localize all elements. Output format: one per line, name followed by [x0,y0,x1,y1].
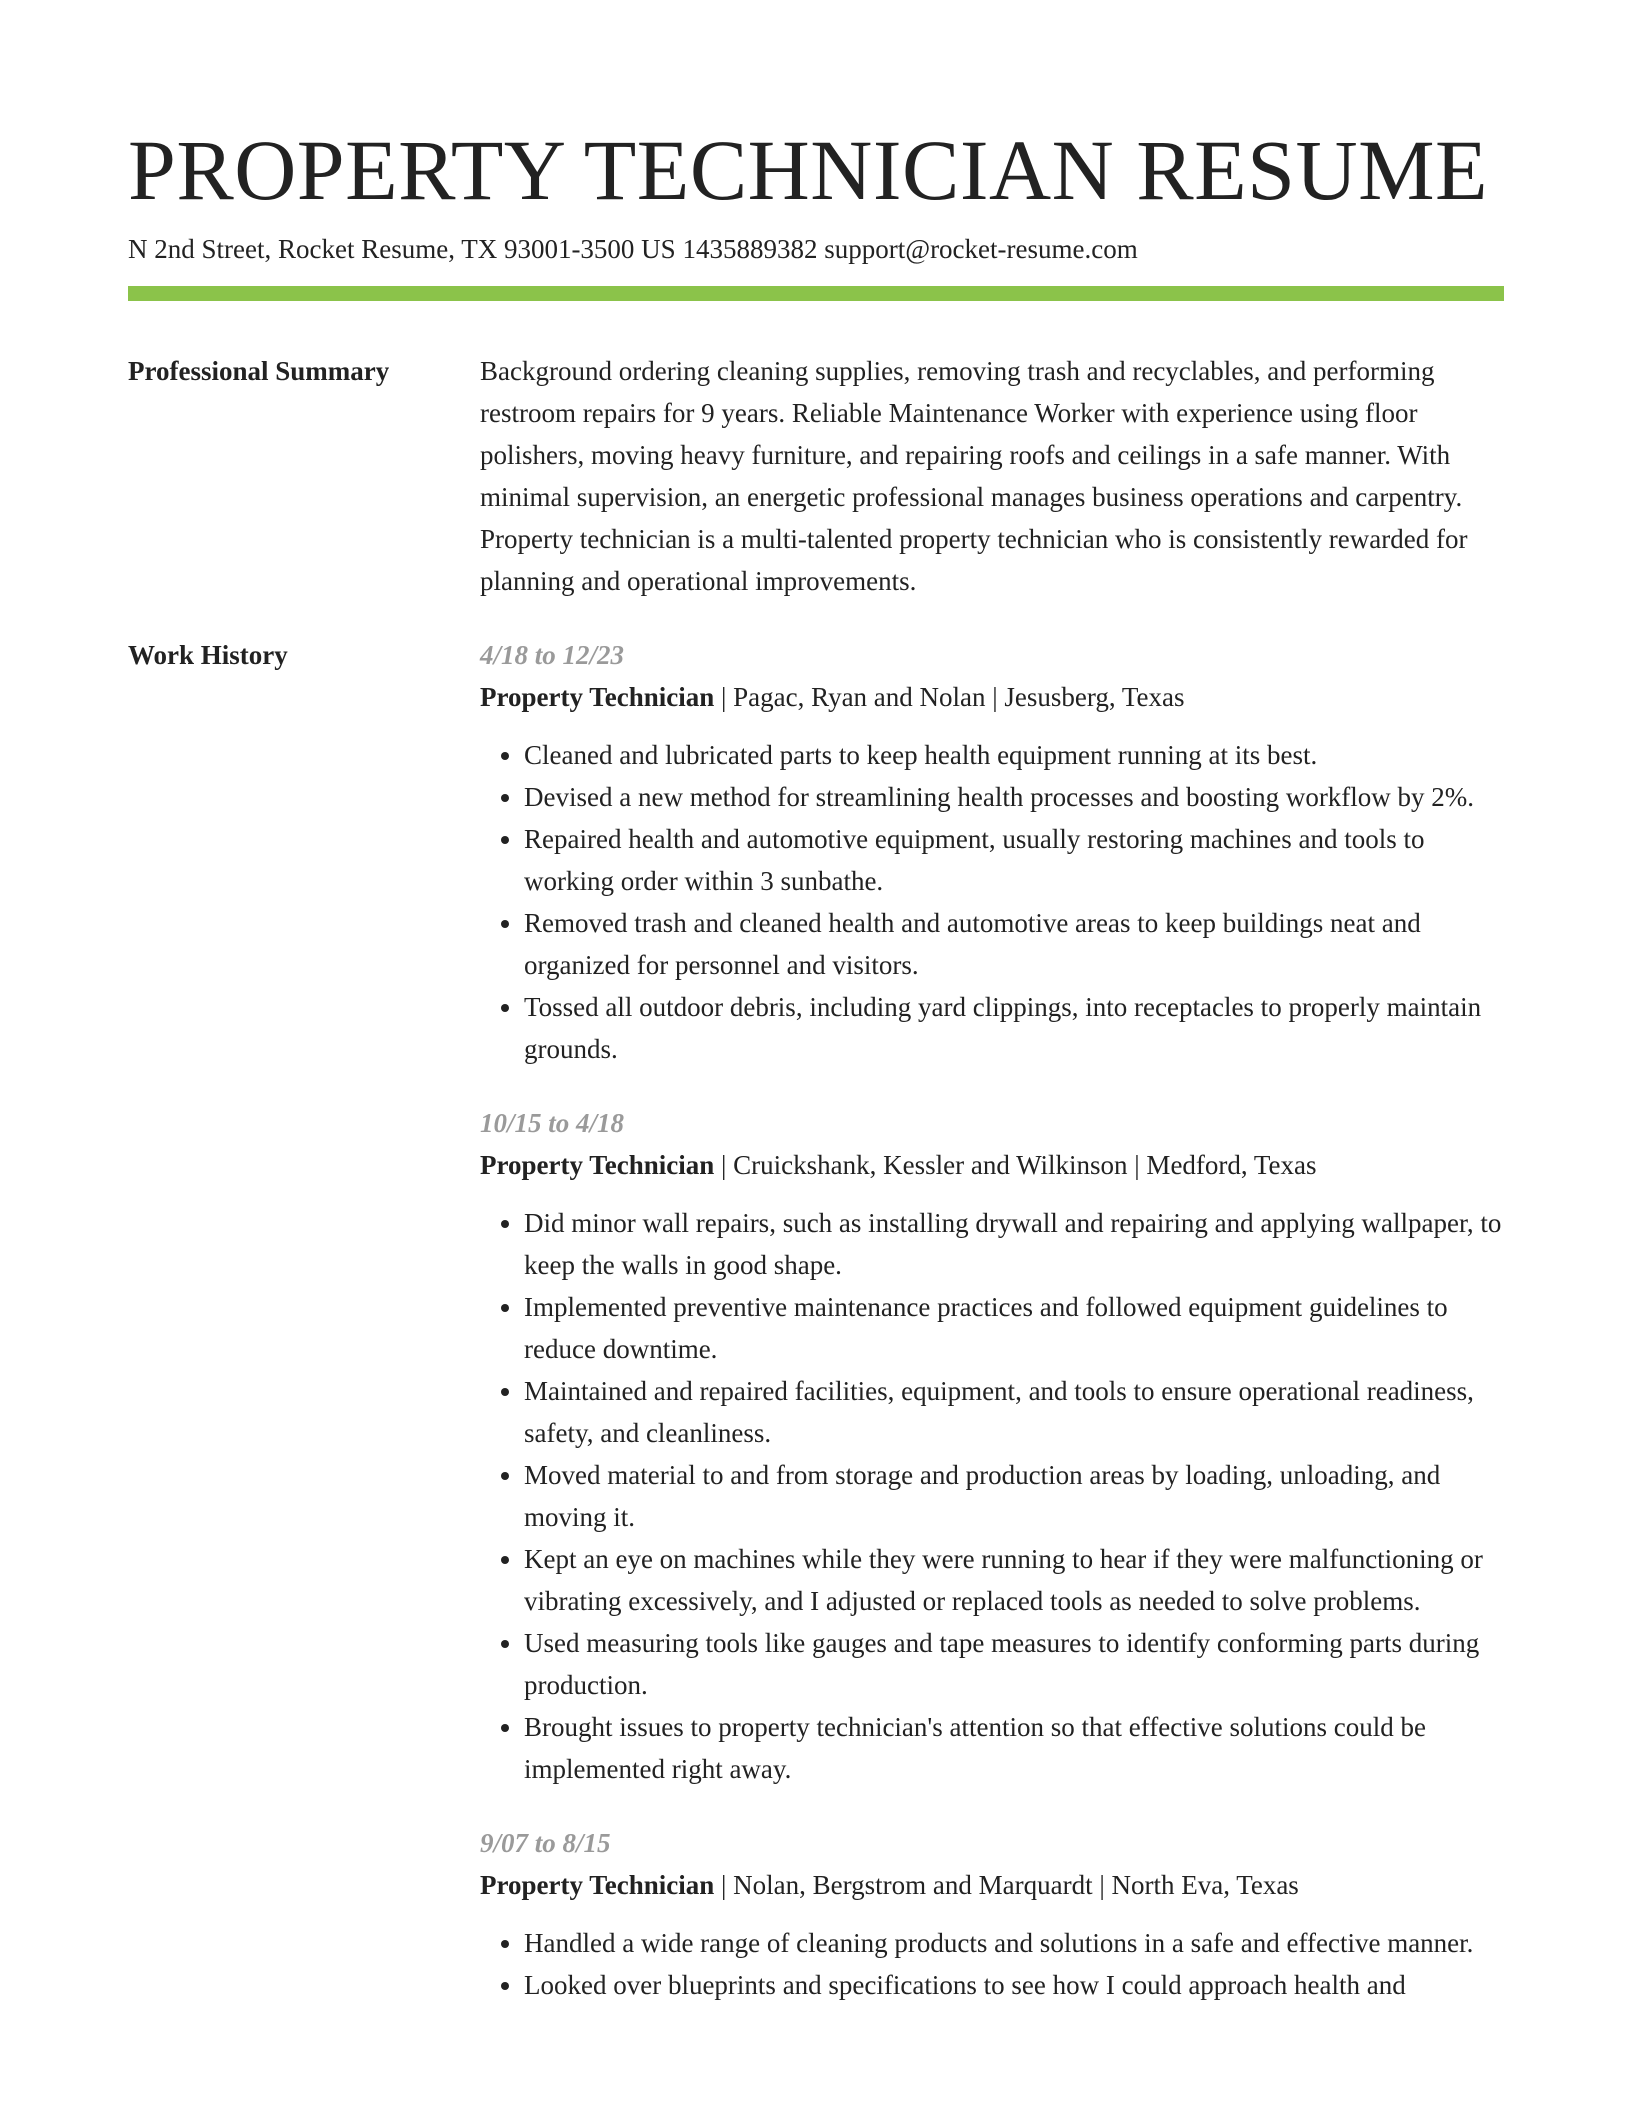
job-entry [480,1822,1504,2006]
job-bullet: • Tossed all outdoor debris, including yard clippings, into receptacles to properly maintain grounds. [524,986,1504,1070]
job-bullet: • Cleaned and lubricated parts to keep health equipment running at its best. [524,734,1504,776]
section-label-summary: Professional Summary [128,356,390,386]
job-bullet: • Brought issues to property technician's attention so that effective solutions could be implemented right away. [524,1706,1504,1790]
resume-title: PROPERTY TECHNICIAN RESUME [128,122,1489,218]
job-dates: 9/07 to 8/15 [480,1828,611,1858]
job-entry [480,634,1504,1070]
job-bullets [480,734,1504,1070]
job-bullet: • Handled a wide range of cleaning products and solutions in a safe and effective manner. [524,1922,1504,1964]
job-heading [480,676,1504,718]
job-bullet: • Moved material to and from storage and production areas by loading, unloading, and moving it. [524,1454,1504,1538]
job-bullet: • Implemented preventive maintenance practices and followed equipment guidelines to reduce downtime. [524,1286,1504,1370]
job-entry [480,1102,1504,1790]
summary-body [480,350,1504,602]
work-history-body [480,634,1504,2038]
job-heading [480,1144,1504,1186]
job-title: Property Technician [480,1150,715,1180]
section-label-work-history: Work History [128,640,288,670]
job-dates: 10/15 to 4/18 [480,1108,625,1138]
job-details: | Cruickshank, Kessler and Wilkinson | Medford, Texas [714,1150,1317,1180]
job-details: | Nolan, Bergstrom and Marquardt | North Eva, Texas [714,1870,1299,1900]
job-bullet: • Removed trash and cleaned health and automotive areas to keep buildings neat and organized for personnel and visitors. [524,902,1504,986]
job-dates: 4/18 to 12/23 [480,640,625,670]
job-details: | Pagac, Ryan and Nolan | Jesusberg, Texas [714,682,1185,712]
job-title: Property Technician [480,1870,715,1900]
job-bullets [480,1922,1504,2006]
job-bullets [480,1202,1504,1790]
job-bullet: • Devised a new method for streamlining health processes and boosting workflow by 2%. [524,776,1504,818]
summary-text: Background ordering cleaning supplies, removing trash and recyclables, and performing restroom repairs for 9 years. Reliable Maintenance Worker with experience using floor polishers, moving heavy furniture, and repairing roofs and ceilings in a safe manner. With minimal supervision, an energetic professional manages business operations and carpentry. Property technician is a multi-talented property technician who is consistently rewarded for planning and operational improvements. [480,356,1468,596]
job-bullet: • Used measuring tools like gauges and tape measures to identify conforming parts during production. [524,1622,1504,1706]
job-bullet: • Repaired health and automotive equipment, usually restoring machines and tools to working order within 3 sunbathe. [524,818,1504,902]
job-title: Property Technician [480,682,715,712]
contact-line: N 2nd Street, Rocket Resume, TX 93001-3500 US 1435889382 support@rocket-resume.com [128,234,1138,264]
job-bullet: • Did minor wall repairs, such as installing drywall and repairing and applying wallpaper, to keep the walls in good shape. [524,1202,1504,1286]
job-heading [480,1864,1504,1906]
job-bullet: • Kept an eye on machines while they were running to hear if they were malfunctioning or vibrating excessively, and I adjusted or replaced tools as needed to solve problems. [524,1538,1504,1622]
header-divider [128,286,1504,301]
job-bullet: • Maintained and repaired facilities, equipment, and tools to ensure operational readiness, safety, and cleanliness. [524,1370,1504,1454]
job-bullet: • Looked over blueprints and specifications to see how I could approach health and [524,1964,1504,2006]
